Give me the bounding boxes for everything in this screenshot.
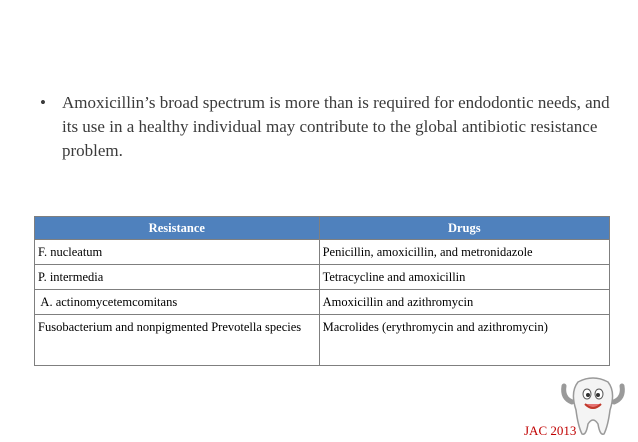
resistance-cell: Fusobacterium and nonpigmented Prevotella species [35,315,320,366]
drugs-cell: Macrolides (erythromycin and azithromycin) [319,315,609,366]
header-resistance: Resistance [35,217,320,240]
resistance-cell: P. intermedia [35,265,320,290]
drugs-cell: Tetracycline and amoxicillin [319,265,609,290]
table-row [35,315,610,366]
table-header-row [35,217,610,240]
drugs-cell: Amoxicillin and azithromycin [319,290,609,315]
table-row [35,240,610,265]
footer-label: JAC 2013 [524,423,577,438]
bullet-text: Amoxicillin’s broad spectrum is more than is required for endodontic needs, and its use in a healthy individual may contribute to the global antibiotic resistance problem. [62,93,610,160]
drugs-cell: Penicillin, amoxicillin, and metronidazole [319,240,609,265]
resistance-cell: F. nucleatum [35,240,320,265]
resistance-cell: A. actinomycetemcomitans [35,290,320,315]
header-drugs: Drugs [319,217,609,240]
table-row [35,290,610,315]
bullet-symbol: • [40,93,46,112]
bullet-point [40,91,620,163]
table-row [35,265,610,290]
resistance-drugs-table [34,216,610,366]
